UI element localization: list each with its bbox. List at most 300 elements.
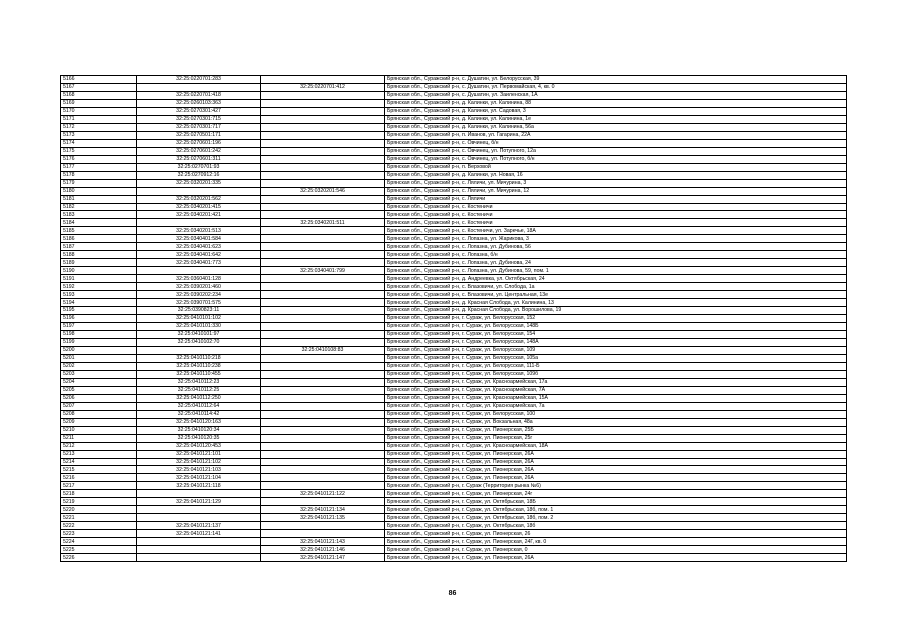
cadastral-number-building-cell — [261, 76, 385, 84]
address-cell: Брянская обл., Суражский р-н, с. Костеничи, ул. Заречье, 18А — [385, 227, 847, 235]
address-cell: Брянская обл., Суражский р-н, с. Влазовичи, ул. Центральная, 13е — [385, 291, 847, 299]
cadastral-number-cell: 32:25:0270601:196 — [137, 139, 261, 147]
address-cell: Брянская обл., Суражский р-н, г. Сураж, ул. Белорусская, 105а — [385, 354, 847, 362]
address-cell: Брянская обл., Суражский р-н, п. Иванов, ул. Гагарина, 22А — [385, 131, 847, 139]
cadastral-number-building-cell — [261, 211, 385, 219]
cadastral-number-building-cell — [261, 362, 385, 370]
cadastral-number-cell: 32:25:0410110:238 — [137, 362, 261, 370]
table-row — [61, 291, 847, 299]
row-number-cell: 5198 — [61, 331, 137, 339]
address-cell: Брянская обл., Суражский р-н, д. Калинки, ул. Калинина, 56а — [385, 123, 847, 131]
registry-table-body — [61, 76, 847, 562]
row-number-cell: 5203 — [61, 370, 137, 378]
row-number-cell: 5212 — [61, 442, 137, 450]
table-row — [61, 99, 847, 107]
row-number-cell: 5204 — [61, 378, 137, 386]
address-cell: Брянская обл., Суражский р-н, с. Костеничи — [385, 211, 847, 219]
cadastral-number-building-cell — [261, 450, 385, 458]
cadastral-number-building-cell — [261, 338, 385, 346]
table-row — [61, 107, 847, 115]
cadastral-number-building-cell — [261, 115, 385, 123]
cadastral-number-building-cell — [261, 259, 385, 267]
row-number-cell: 5174 — [61, 139, 137, 147]
row-number-cell: 5207 — [61, 402, 137, 410]
cadastral-number-building-cell — [261, 315, 385, 323]
row-number-cell: 5195 — [61, 307, 137, 315]
cadastral-number-building-cell — [261, 299, 385, 307]
row-number-cell: 5210 — [61, 426, 137, 434]
address-cell: Брянская обл., Суражский р-н, г. Сураж, ул. Красноармейская, 17а — [385, 378, 847, 386]
table-row — [61, 490, 847, 498]
cadastral-number-cell: 32:25:0390701:575 — [137, 299, 261, 307]
cadastral-number-building-cell: 32:25:0220701:412 — [261, 83, 385, 91]
address-cell: Брянская обл., Суражский р-н, с. Костеничи — [385, 203, 847, 211]
table-row — [61, 402, 847, 410]
cadastral-number-building-cell: 32:25:0410121:146 — [261, 546, 385, 554]
cadastral-number-building-cell — [261, 291, 385, 299]
row-number-cell: 5177 — [61, 163, 137, 171]
cadastral-number-building-cell — [261, 426, 385, 434]
cadastral-number-building-cell — [261, 227, 385, 235]
row-number-cell: 5191 — [61, 275, 137, 283]
row-number-cell: 5200 — [61, 346, 137, 354]
address-cell: Брянская обл., Суражский р-н, г. Сураж, ул. Красноармейская, 18А — [385, 442, 847, 450]
cadastral-number-cell: 32:25:0410120:35 — [137, 434, 261, 442]
table-row — [61, 187, 847, 195]
table-row — [61, 315, 847, 323]
cadastral-number-building-cell — [261, 370, 385, 378]
cadastral-number-cell: 32:25:0410121:103 — [137, 466, 261, 474]
cadastral-number-cell: 32:25:0390201:460 — [137, 283, 261, 291]
cadastral-number-building-cell — [261, 155, 385, 163]
address-cell: Брянская обл., Суражский р-н, с. Лопазна, ул. Дубинова, 24 — [385, 259, 847, 267]
address-cell: Брянская обл., Суражский р-н, г. Сураж, ул. Красноармейская, 7а — [385, 402, 847, 410]
cadastral-number-building-cell — [261, 251, 385, 259]
cadastral-number-cell: 32:25:0360401:128 — [137, 275, 261, 283]
table-row — [61, 227, 847, 235]
row-number-cell: 5186 — [61, 235, 137, 243]
cadastral-number-cell: 32:25:0410110:455 — [137, 370, 261, 378]
row-number-cell: 5209 — [61, 418, 137, 426]
cadastral-number-building-cell — [261, 410, 385, 418]
table-row — [61, 458, 847, 466]
cadastral-number-building-cell — [261, 323, 385, 331]
cadastral-number-cell: 32:25:0410110:218 — [137, 354, 261, 362]
cadastral-number-cell: 32:25:0410120:453 — [137, 442, 261, 450]
address-cell: Брянская обл., Суражский р-н, г. Сураж, ул. Красноармейская, 7А — [385, 386, 847, 394]
table-row — [61, 131, 847, 139]
row-number-cell: 5180 — [61, 187, 137, 195]
row-number-cell: 5181 — [61, 195, 137, 203]
table-row — [61, 275, 847, 283]
cadastral-number-building-cell — [261, 283, 385, 291]
table-row — [61, 442, 847, 450]
cadastral-number-cell: 32:25:0410121:137 — [137, 522, 261, 530]
address-cell: Брянская обл., Суражский р-н, с. Лопазна, ул. Жарикова, 3 — [385, 235, 847, 243]
cadastral-number-cell: 32:25:0410112:25 — [137, 386, 261, 394]
cadastral-number-cell: 32:25:0270301:717 — [137, 123, 261, 131]
cadastral-number-building-cell — [261, 474, 385, 482]
cadastral-number-building-cell: 32:25:0320201:546 — [261, 187, 385, 195]
address-cell: Брянская обл., Суражский р-н, г. Сураж, ул. Октябрьская, 18б — [385, 522, 847, 530]
cadastral-number-building-cell: 32:25:0410121:134 — [261, 506, 385, 514]
table-row — [61, 307, 847, 315]
registry-table — [60, 75, 847, 562]
cadastral-number-building-cell: 32:25:0410121:135 — [261, 514, 385, 522]
address-cell: Брянская обл., Суражский р-н, с. Овчинец, б/н — [385, 139, 847, 147]
address-cell: Брянская обл., Суражский р-н, г. Сураж, ул. Пионерская, 26А — [385, 458, 847, 466]
cadastral-number-building-cell — [261, 203, 385, 211]
table-row — [61, 155, 847, 163]
table-row — [61, 370, 847, 378]
row-number-cell: 5220 — [61, 506, 137, 514]
cadastral-number-building-cell — [261, 522, 385, 530]
address-cell: Брянская обл., Суражский р-н, с. Ляличи, ул. Мичурина, 12 — [385, 187, 847, 195]
table-row — [61, 450, 847, 458]
table-row — [61, 331, 847, 339]
cadastral-number-cell: 32:25:0320201:335 — [137, 179, 261, 187]
cadastral-number-cell: 32:25:0270301:427 — [137, 107, 261, 115]
cadastral-number-cell: 32:25:0260103:363 — [137, 99, 261, 107]
cadastral-number-building-cell — [261, 235, 385, 243]
address-cell: Брянская обл., Суражский р-н, г. Сураж, ул. Пионерская, 26А — [385, 466, 847, 474]
table-row — [61, 362, 847, 370]
cadastral-number-cell: 32:25:0410121:141 — [137, 530, 261, 538]
cadastral-number-building-cell — [261, 107, 385, 115]
cadastral-number-cell — [137, 538, 261, 546]
row-number-cell: 5192 — [61, 283, 137, 291]
table-row — [61, 466, 847, 474]
cadastral-number-cell: 32:25:0340401:623 — [137, 243, 261, 251]
address-cell: Брянская обл., Суражский р-н, г. Сураж, ул. Белорусская, 148Б — [385, 323, 847, 331]
cadastral-number-building-cell: 32:25:0340401:799 — [261, 267, 385, 275]
cadastral-number-building-cell — [261, 131, 385, 139]
row-number-cell: 5169 — [61, 99, 137, 107]
row-number-cell: 5218 — [61, 490, 137, 498]
address-cell: Брянская обл., Суражский р-н, г. Сураж, ул. Пионерская, 25Б — [385, 426, 847, 434]
row-number-cell: 5205 — [61, 386, 137, 394]
cadastral-number-building-cell — [261, 179, 385, 187]
cadastral-number-cell: 32:25:0410121:129 — [137, 498, 261, 506]
table-row — [61, 338, 847, 346]
address-cell: Брянская обл., Суражский р-н, г. Сураж, ул. Пионерская, 26А — [385, 554, 847, 562]
cadastral-number-cell: 32:25:0340401:773 — [137, 259, 261, 267]
address-cell: Брянская обл., Суражский р-н, д. Калинки, ул. Новая, 16 — [385, 171, 847, 179]
address-cell: Брянская обл., Суражский р-н, г. Сураж, ул. Пионерская, 24г — [385, 490, 847, 498]
address-cell: Брянская обл., Суражский р-н, с. Овчинец, ул. Потупного, 12а — [385, 147, 847, 155]
cadastral-number-building-cell — [261, 394, 385, 402]
cadastral-number-cell — [137, 187, 261, 195]
table-row — [61, 243, 847, 251]
table-row — [61, 474, 847, 482]
address-cell: Брянская обл., Суражский р-н, г. Сураж, ул. Белорусская, 154 — [385, 331, 847, 339]
address-cell: Брянская обл., Суражский р-н, с. Влазовичи, ул. Слобода, 1а — [385, 283, 847, 291]
cadastral-number-building-cell: 32:25:0410121:122 — [261, 490, 385, 498]
cadastral-number-building-cell — [261, 331, 385, 339]
cadastral-number-cell — [137, 506, 261, 514]
address-cell: Брянская обл., Суражский р-н, д. Красная Слобода, ул. Калинина, 13 — [385, 299, 847, 307]
cadastral-number-building-cell — [261, 354, 385, 362]
table-row — [61, 83, 847, 91]
address-cell: Брянская обл., Суражский р-н, г. Сураж, ул. Белорусская, 148А — [385, 338, 847, 346]
address-cell: Брянская обл., Суражский р-н, п. Верховой — [385, 163, 847, 171]
address-cell: Брянская обл., Суражский р-н, д. Калинки, ул. Садовая, 3 — [385, 107, 847, 115]
cadastral-number-cell — [137, 490, 261, 498]
cadastral-number-building-cell — [261, 243, 385, 251]
cadastral-number-cell: 32:25:0270912:16 — [137, 171, 261, 179]
address-cell: Брянская обл., Суражский р-н, д. Калинки, ул. Калинина, 1е — [385, 115, 847, 123]
cadastral-number-building-cell — [261, 458, 385, 466]
row-number-cell: 5222 — [61, 522, 137, 530]
table-row — [61, 386, 847, 394]
row-number-cell: 5215 — [61, 466, 137, 474]
address-cell: Брянская обл., Суражский р-н, г. Сураж, ул. Пионерская, 25г — [385, 434, 847, 442]
address-cell: Брянская обл., Суражский р-н, с. Ляличи, ул. Мичурина, 3 — [385, 179, 847, 187]
row-number-cell: 5221 — [61, 514, 137, 522]
row-number-cell: 5167 — [61, 83, 137, 91]
cadastral-number-cell: 32:25:0340201:421 — [137, 211, 261, 219]
row-number-cell: 5173 — [61, 131, 137, 139]
table-row — [61, 147, 847, 155]
cadastral-number-cell: 32:25:0410112:23 — [137, 378, 261, 386]
cadastral-number-building-cell — [261, 275, 385, 283]
row-number-cell: 5170 — [61, 107, 137, 115]
cadastral-number-building-cell — [261, 402, 385, 410]
cadastral-number-cell — [137, 546, 261, 554]
address-cell: Брянская обл., Суражский р-н, г. Сураж, ул. Пионерская, 26 — [385, 530, 847, 538]
address-cell: Брянская обл., Суражский р-н, с. Лопазна, ул. Дубинова, 59, пом. 1 — [385, 267, 847, 275]
cadastral-number-cell: 32:25:0390823:11 — [137, 307, 261, 315]
table-row — [61, 506, 847, 514]
cadastral-number-cell: 32:25:0220701:283 — [137, 76, 261, 84]
cadastral-number-cell: 32:25:0410121:118 — [137, 482, 261, 490]
table-row — [61, 299, 847, 307]
row-number-cell: 5199 — [61, 338, 137, 346]
row-number-cell: 5216 — [61, 474, 137, 482]
address-cell: Брянская обл., Суражский р-н, г. Сураж, ул. Вокзальная, 48а — [385, 418, 847, 426]
row-number-cell: 5219 — [61, 498, 137, 506]
cadastral-number-cell: 32:25:0410101:97 — [137, 331, 261, 339]
cadastral-number-cell: 32:25:0410112:250 — [137, 394, 261, 402]
cadastral-number-building-cell: 32:25:0340201:511 — [261, 219, 385, 227]
cadastral-number-cell — [137, 83, 261, 91]
address-cell: Брянская обл., Суражский р-н, с. Душатин, ул. Заиленская, 1А — [385, 91, 847, 99]
table-row — [61, 538, 847, 546]
cadastral-number-cell: 32:25:0410121:102 — [137, 458, 261, 466]
table-row — [61, 434, 847, 442]
cadastral-number-building-cell: 32:25:0410121:147 — [261, 554, 385, 562]
address-cell: Брянская обл., Суражский р-н, г. Сураж, ул. Белорусская, 152 — [385, 315, 847, 323]
row-number-cell: 5194 — [61, 299, 137, 307]
row-number-cell: 5185 — [61, 227, 137, 235]
cadastral-number-cell — [137, 346, 261, 354]
address-cell: Брянская обл., Суражский р-н, г. Сураж, ул. Белорусская, 100 — [385, 410, 847, 418]
row-number-cell: 5175 — [61, 147, 137, 155]
cadastral-number-building-cell — [261, 99, 385, 107]
cadastral-number-building-cell — [261, 498, 385, 506]
address-cell: Брянская обл., Суражский р-н, г. Сураж, ул. Белорусская, 111-Б — [385, 362, 847, 370]
address-cell: Брянская обл., Суражский р-н, д. Красная Слобода, ул. Ворошилова, 19 — [385, 307, 847, 315]
address-cell: Брянская обл., Суражский р-н, с. Душатин, ул. Белорусская, 39 — [385, 76, 847, 84]
table-row — [61, 410, 847, 418]
row-number-cell: 5172 — [61, 123, 137, 131]
address-cell: Брянская обл., Суражский р-н, с. Душатин, ул. Первомайская, 4, кв. 0 — [385, 83, 847, 91]
row-number-cell: 5226 — [61, 554, 137, 562]
cadastral-number-building-cell — [261, 139, 385, 147]
cadastral-number-cell: 32:25:0270701:93 — [137, 163, 261, 171]
cadastral-number-building-cell — [261, 163, 385, 171]
address-cell: Брянская обл., Суражский р-н, г. Сураж, ул. Октябрьская, 18Б — [385, 498, 847, 506]
row-number-cell: 5213 — [61, 450, 137, 458]
table-row — [61, 211, 847, 219]
table-row — [61, 139, 847, 147]
table-row — [61, 171, 847, 179]
table-row — [61, 530, 847, 538]
row-number-cell: 5206 — [61, 394, 137, 402]
table-row — [61, 115, 847, 123]
cadastral-number-building-cell — [261, 147, 385, 155]
cadastral-number-cell: 32:25:0390202:234 — [137, 291, 261, 299]
cadastral-number-building-cell — [261, 482, 385, 490]
cadastral-number-cell: 32:25:0340201:513 — [137, 227, 261, 235]
cadastral-number-cell — [137, 219, 261, 227]
row-number-cell: 5182 — [61, 203, 137, 211]
row-number-cell: 5178 — [61, 171, 137, 179]
cadastral-number-building-cell: 32:25:0410121:143 — [261, 538, 385, 546]
table-row — [61, 123, 847, 131]
cadastral-number-cell: 32:25:0410102:70 — [137, 338, 261, 346]
address-cell: Брянская обл., Суражский р-н, г. Сураж, ул. Красноармейская, 15А — [385, 394, 847, 402]
row-number-cell: 5179 — [61, 179, 137, 187]
table-row — [61, 91, 847, 99]
row-number-cell: 5188 — [61, 251, 137, 259]
table-row — [61, 251, 847, 259]
cadastral-number-cell: 32:25:0410101:330 — [137, 323, 261, 331]
table-row — [61, 378, 847, 386]
cadastral-number-cell: 32:25:0270501:171 — [137, 131, 261, 139]
cadastral-number-cell: 32:25:0410114:42 — [137, 410, 261, 418]
row-number-cell: 5184 — [61, 219, 137, 227]
cadastral-number-building-cell — [261, 171, 385, 179]
cadastral-number-cell: 32:25:0270601:311 — [137, 155, 261, 163]
table-row — [61, 554, 847, 562]
row-number-cell: 5189 — [61, 259, 137, 267]
address-cell: Брянская обл., Суражский р-н, г. Сураж, ул. Пионерская, 0 — [385, 546, 847, 554]
table-row — [61, 235, 847, 243]
cadastral-number-building-cell — [261, 307, 385, 315]
cadastral-number-building-cell — [261, 530, 385, 538]
table-row — [61, 498, 847, 506]
table-row — [61, 482, 847, 490]
table-row — [61, 522, 847, 530]
table-row — [61, 323, 847, 331]
cadastral-number-cell: 32:25:0410120:163 — [137, 418, 261, 426]
cadastral-number-cell: 32:25:0410121:101 — [137, 450, 261, 458]
row-number-cell: 5183 — [61, 211, 137, 219]
address-cell: Брянская обл., Суражский р-н, г. Сураж, ул. Белорусская, 109 — [385, 346, 847, 354]
table-row — [61, 426, 847, 434]
cadastral-number-cell: 32:25:0410112:64 — [137, 402, 261, 410]
address-cell: Брянская обл., Суражский р-н, г. Сураж, ул. Белорусская, 109б — [385, 370, 847, 378]
table-row — [61, 76, 847, 84]
table-row — [61, 546, 847, 554]
cadastral-number-building-cell — [261, 434, 385, 442]
cadastral-number-building-cell — [261, 442, 385, 450]
address-cell: Брянская обл., Суражский р-н, с. Лопазна, б/н — [385, 251, 847, 259]
table-row — [61, 259, 847, 267]
page-number: 86 — [448, 590, 457, 597]
row-number-cell: 5166 — [61, 76, 137, 84]
cadastral-number-cell: 32:25:0340201:415 — [137, 203, 261, 211]
address-cell: Брянская обл., Суражский р-н, с. Овчинец, ул. Потупного, б/н — [385, 155, 847, 163]
cadastral-number-building-cell — [261, 91, 385, 99]
address-cell: Брянская обл., Суражский р-н, с. Костеничи — [385, 219, 847, 227]
cadastral-number-building-cell — [261, 123, 385, 131]
cadastral-number-cell — [137, 554, 261, 562]
cadastral-number-cell: 32:25:0270601:242 — [137, 147, 261, 155]
row-number-cell: 5197 — [61, 323, 137, 331]
address-cell: Брянская обл., Суражский р-н, г. Сураж, ул. Пионерская, 26А — [385, 474, 847, 482]
table-row — [61, 346, 847, 354]
cadastral-number-building-cell — [261, 378, 385, 386]
row-number-cell: 5196 — [61, 315, 137, 323]
address-cell: Брянская обл., Суражский р-н, д. Калинки, ул. Калинина, 88 — [385, 99, 847, 107]
table-row — [61, 394, 847, 402]
row-number-cell: 5171 — [61, 115, 137, 123]
row-number-cell: 5201 — [61, 354, 137, 362]
row-number-cell: 5214 — [61, 458, 137, 466]
cadastral-number-building-cell: 32:25:0410108:83 — [261, 346, 385, 354]
cadastral-number-building-cell — [261, 386, 385, 394]
row-number-cell: 5176 — [61, 155, 137, 163]
table-row — [61, 418, 847, 426]
cadastral-number-cell: 32:25:0220701:418 — [137, 91, 261, 99]
row-number-cell: 5193 — [61, 291, 137, 299]
address-cell: Брянская обл., Суражский р-н, д. Андреевка, ул. Октябрьская, 24 — [385, 275, 847, 283]
row-number-cell: 5187 — [61, 243, 137, 251]
table-row — [61, 267, 847, 275]
table-row — [61, 195, 847, 203]
cadastral-number-building-cell — [261, 195, 385, 203]
table-row — [61, 283, 847, 291]
address-cell: Брянская обл., Суражский р-н, г. Сураж, ул. Пионерская, 24Г, кв. 0 — [385, 538, 847, 546]
row-number-cell: 5224 — [61, 538, 137, 546]
cadastral-number-building-cell — [261, 466, 385, 474]
table-row — [61, 179, 847, 187]
cadastral-number-building-cell — [261, 418, 385, 426]
cadastral-number-cell: 32:25:0410101:102 — [137, 315, 261, 323]
cadastral-number-cell: 32:25:0410120:34 — [137, 426, 261, 434]
cadastral-number-cell: 32:25:0320201:562 — [137, 195, 261, 203]
row-number-cell: 5217 — [61, 482, 137, 490]
row-number-cell: 5202 — [61, 362, 137, 370]
table-row — [61, 219, 847, 227]
address-cell: Брянская обл., Суражский р-н, г. Сураж, ул. Пионерская, 26А — [385, 450, 847, 458]
cadastral-number-cell: 32:25:0270301:715 — [137, 115, 261, 123]
row-number-cell: 5168 — [61, 91, 137, 99]
table-row — [61, 203, 847, 211]
address-cell: Брянская обл., Суражский р-н, с. Лопазна, ул. Дубинова, 56 — [385, 243, 847, 251]
cadastral-number-cell: 32:25:0340401:584 — [137, 235, 261, 243]
row-number-cell: 5225 — [61, 546, 137, 554]
address-cell: Брянская обл., Суражский р-н, г. Сураж (Территория рынка №6) — [385, 482, 847, 490]
row-number-cell: 5208 — [61, 410, 137, 418]
row-number-cell: 5190 — [61, 267, 137, 275]
cadastral-number-cell: 32:25:0410121:104 — [137, 474, 261, 482]
address-cell: Брянская обл., Суражский р-н, г. Сураж, ул. Октябрьская, 18б, пом. 2 — [385, 514, 847, 522]
row-number-cell: 5223 — [61, 530, 137, 538]
address-cell: Брянская обл., Суражский р-н, г. Сураж, ул. Октябрьская, 18б, пом. 1 — [385, 506, 847, 514]
